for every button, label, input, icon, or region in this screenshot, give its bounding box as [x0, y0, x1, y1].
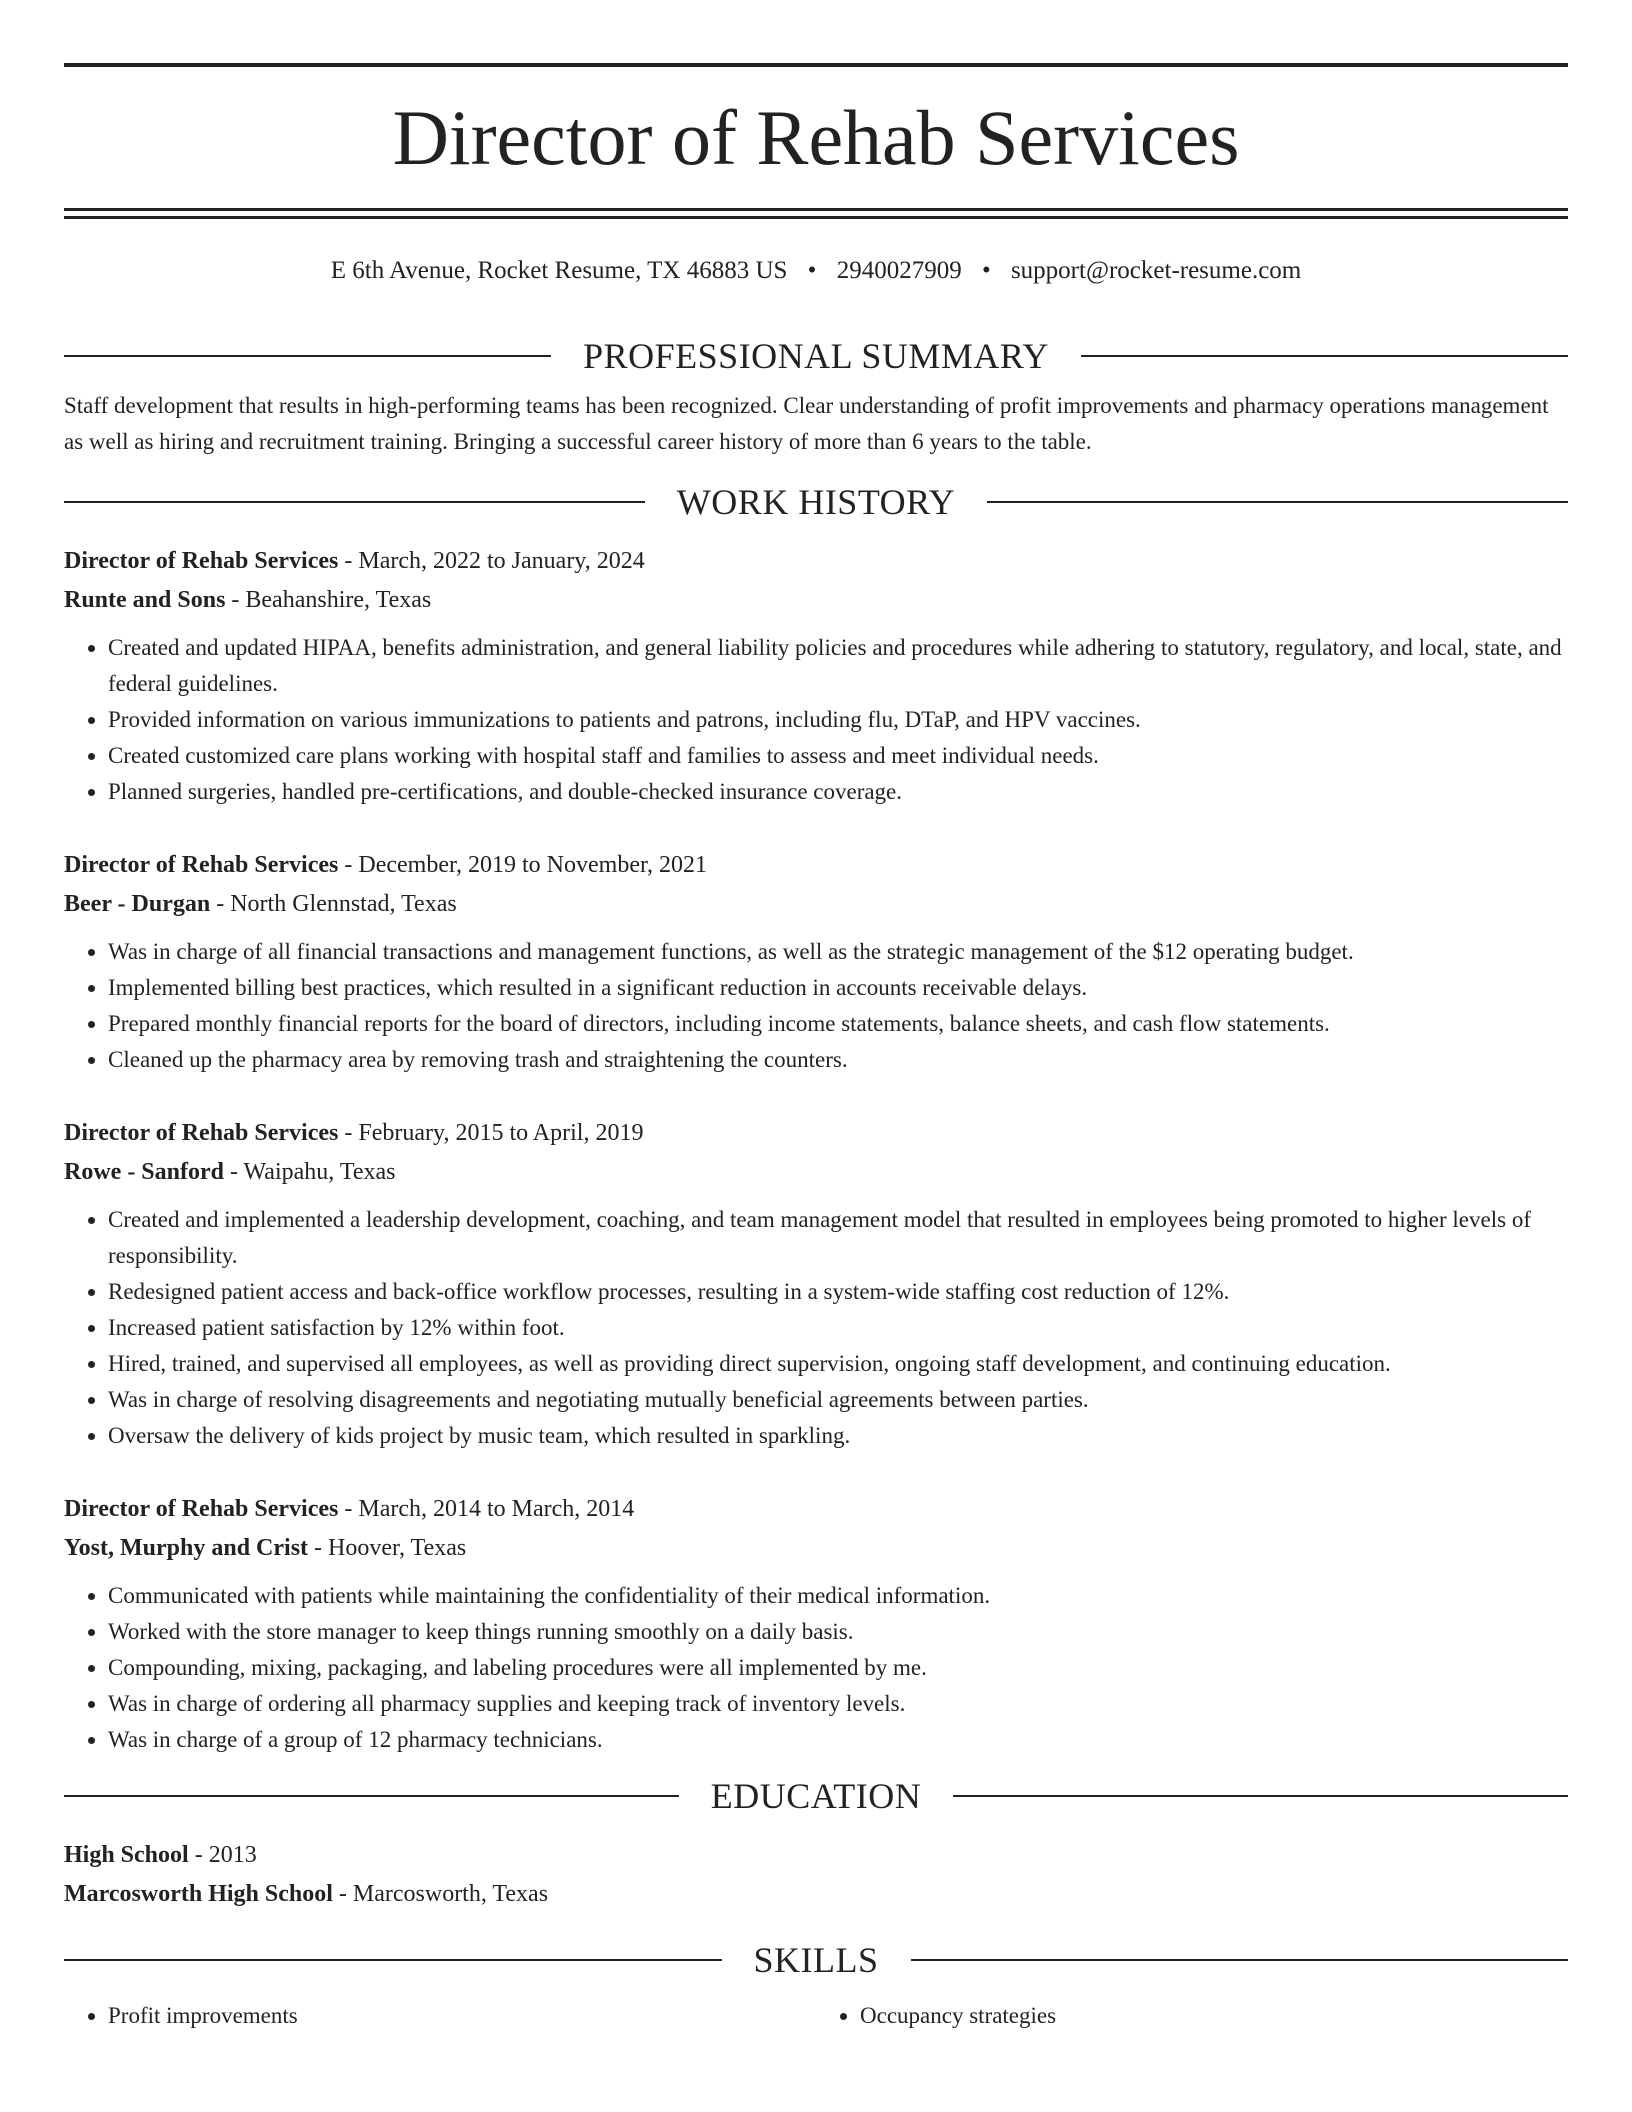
- heading-rule: [64, 1959, 722, 1961]
- job-company: Rowe - Sanford: [64, 1159, 224, 1185]
- contact-phone: 2940027909: [836, 257, 962, 284]
- job-bullets: [64, 1202, 1568, 1454]
- heading-rule: [64, 355, 551, 357]
- job-bullet: • Prepared monthly financial reports for the board of directors, including income statements, balance sheets, and cash flow statements.: [108, 1006, 1568, 1042]
- heading-rule: [911, 1959, 1569, 1961]
- section-title: PROFESSIONAL SUMMARY: [583, 336, 1049, 376]
- education-school: Marcosworth High School: [64, 1881, 333, 1907]
- job-bullets: [64, 1578, 1568, 1758]
- job-bullet: • Worked with the store manager to keep things running smoothly on a daily basis.: [108, 1614, 1568, 1650]
- header-rule-lower: [64, 216, 1568, 219]
- section-heading-summary: [64, 330, 1568, 382]
- job-title: Director of Rehab Services: [64, 1120, 339, 1146]
- top-rule: [64, 63, 1568, 67]
- heading-rule: [1081, 355, 1568, 357]
- education-degree: High School: [64, 1842, 189, 1868]
- job-company: Yost, Murphy and Crist: [64, 1535, 309, 1561]
- job-bullet: • Communicated with patients while maintaining the confidentiality of their medical information.: [108, 1578, 1568, 1614]
- job-entry: [64, 1114, 1568, 1454]
- education-location: - Marcosworth, Texas: [332, 1881, 549, 1907]
- skill-item: • Profit improvements: [108, 1998, 816, 2034]
- job-bullet: • Redesigned patient access and back-office workflow processes, resulting in a system-wide staffing cost reduction of 12%.: [108, 1274, 1568, 1310]
- job-entry: [64, 1490, 1568, 1758]
- job-bullet: • Created and updated HIPAA, benefits administration, and general liability policies and procedures while adhering to statutory, regulatory, and local, state, and federal guidelines.: [108, 630, 1568, 702]
- heading-rule: [64, 501, 645, 503]
- skills-column-left: [64, 1998, 816, 2034]
- job-bullet: • Created customized care plans working with hospital staff and families to assess and meet individual needs.: [108, 738, 1568, 774]
- job-title-line: [64, 1114, 1568, 1153]
- section-title: EDUCATION: [710, 1776, 922, 1816]
- resume-content: [64, 330, 1568, 2034]
- job-bullet: • Provided information on various immunizations to patients and patrons, including flu, DTaP, and HPV vaccines.: [108, 702, 1568, 738]
- education-entry: [64, 1836, 1568, 1914]
- job-title-line: [64, 1490, 1568, 1529]
- job-bullet: • Hired, trained, and supervised all employees, as well as providing direct supervision, ongoing staff development, and continuing education.: [108, 1346, 1568, 1382]
- section-heading-education: [64, 1770, 1568, 1822]
- heading-rule: [64, 1795, 679, 1797]
- section-title: WORK HISTORY: [676, 482, 956, 522]
- contact-line: [64, 254, 1568, 288]
- heading-rule: [953, 1795, 1568, 1797]
- job-company: Beer - Durgan: [64, 891, 211, 917]
- job-bullet: • Implemented billing best practices, which resulted in a significant reduction in accounts receivable delays.: [108, 970, 1568, 1006]
- job-bullet: • Was in charge of ordering all pharmacy supplies and keeping track of inventory levels.: [108, 1686, 1568, 1722]
- job-bullet: • Was in charge of a group of 12 pharmacy technicians.: [108, 1722, 1568, 1758]
- job-title-line: [64, 542, 1568, 581]
- job-entry: [64, 846, 1568, 1078]
- skill-item: • Occupancy strategies: [860, 1998, 1568, 2034]
- job-title: Director of Rehab Services: [64, 1496, 339, 1522]
- contact-separator: •: [981, 257, 991, 284]
- contact-address: E 6th Avenue, Rocket Resume, TX 46883 US: [330, 257, 788, 284]
- job-company-line: [64, 885, 1568, 924]
- job-location: - Hoover, Texas: [308, 1535, 467, 1561]
- job-title: Director of Rehab Services: [64, 548, 339, 574]
- job-entry: [64, 542, 1568, 810]
- summary-text: Staff development that results in high-performing teams has been recognized. Clear understanding of profit improvements and pharmacy operations management as well as hiring and recruitment training. Bringing a successful career history of more than 6 years to the table.: [64, 393, 1549, 454]
- job-bullet: • Increased patient satisfaction by 12% within foot.: [108, 1310, 1568, 1346]
- job-location: - Waipahu, Texas: [224, 1159, 396, 1185]
- job-location: - Beahanshire, Texas: [225, 587, 432, 613]
- job-bullet: • Compounding, mixing, packaging, and labeling procedures were all implemented by me.: [108, 1650, 1568, 1686]
- job-title: Director of Rehab Services: [64, 852, 339, 878]
- resume-name: Director of Rehab Services: [392, 94, 1240, 181]
- skills-column-right: [816, 1998, 1568, 2034]
- section-title: SKILLS: [753, 1940, 879, 1980]
- job-dates: - December, 2019 to November, 2021: [338, 852, 708, 878]
- job-bullet: • Created and implemented a leadership development, coaching, and team management model that resulted in employees being promoted to higher levels of responsibility.: [108, 1202, 1568, 1274]
- section-heading-skills: [64, 1934, 1568, 1986]
- header-rule-upper: [64, 208, 1568, 211]
- job-company-line: [64, 581, 1568, 620]
- job-bullet: • Planned surgeries, handled pre-certifications, and double-checked insurance coverage.: [108, 774, 1568, 810]
- job-company-line: [64, 1529, 1568, 1568]
- job-company: Runte and Sons: [64, 587, 226, 613]
- job-bullet: • Oversaw the delivery of kids project by music team, which resulted in sparkling.: [108, 1418, 1568, 1454]
- job-location: - North Glennstad, Texas: [210, 891, 457, 917]
- job-dates: - March, 2014 to March, 2014: [338, 1496, 635, 1522]
- job-bullet: • Cleaned up the pharmacy area by removing trash and straightening the counters.: [108, 1042, 1568, 1078]
- job-bullets: [64, 934, 1568, 1078]
- education-degree-line: [64, 1836, 1568, 1875]
- skills-list: [64, 1998, 1568, 2034]
- heading-rule: [987, 501, 1568, 503]
- contact-separator: •: [807, 257, 817, 284]
- job-title-line: [64, 846, 1568, 885]
- job-dates: - February, 2015 to April, 2019: [338, 1120, 644, 1146]
- job-bullet: • Was in charge of resolving disagreements and negotiating mutually beneficial agreements between parties.: [108, 1382, 1568, 1418]
- job-company-line: [64, 1153, 1568, 1192]
- education-school-line: [64, 1875, 1568, 1914]
- job-bullets: [64, 630, 1568, 810]
- job-dates: - March, 2022 to January, 2024: [338, 548, 645, 574]
- contact-email: support@rocket-resume.com: [1010, 257, 1302, 284]
- section-heading-work-history: [64, 476, 1568, 528]
- job-bullet: • Was in charge of all financial transactions and management functions, as well as the strategic management of the $12 operating budget.: [108, 934, 1568, 970]
- education-year: - 2013: [188, 1842, 257, 1868]
